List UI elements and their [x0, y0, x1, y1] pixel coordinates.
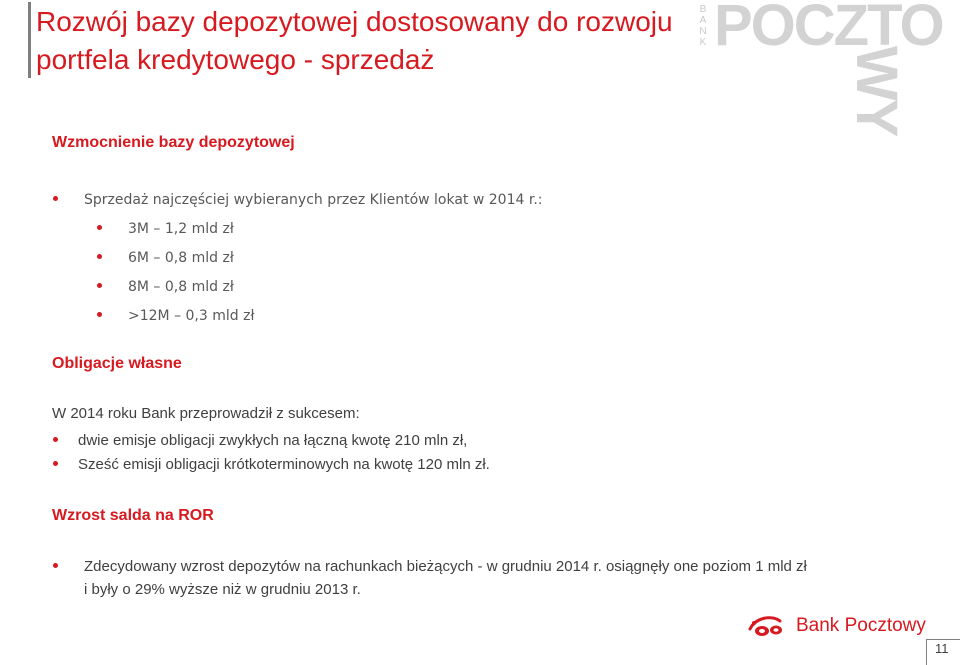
deposit-item: 3M – 1,2 mld zł — [128, 221, 234, 237]
bank-pocztowy-watermark — [696, 0, 960, 140]
bond-item: dwie emisje obligacji zwykłych na łączną kwotę 210 mln zł, — [78, 432, 468, 449]
bullet-icon — [97, 254, 102, 259]
bullet-icon — [53, 196, 58, 201]
bullet-icon — [53, 461, 58, 466]
deposit-item: 8M – 0,8 mld zł — [128, 279, 234, 295]
bonds-intro: W 2014 roku Bank przeprowadził z sukcesem: — [52, 405, 360, 422]
logo-text: Bank Pocztowy — [796, 615, 926, 636]
title-accent-bar — [28, 2, 31, 78]
bullet-icon — [97, 225, 102, 230]
bullet-icon — [53, 563, 58, 568]
deposit-item: 6M – 0,8 mld zł — [128, 250, 234, 266]
logo-mark-icon — [746, 613, 790, 639]
bullet-icon — [53, 437, 58, 442]
deposits-intro: Sprzedaż najczęściej wybieranych przez Klientów lokat w 2014 r.: — [84, 192, 543, 208]
page-title: Rozwój bazy depozytowej dostosowany do rozwoju portfela kredytowego - sprzedaż — [36, 6, 673, 75]
section-heading-bonds: Obligacje własne — [52, 355, 182, 372]
section-heading-ror: Wzrost salda na ROR — [52, 507, 214, 524]
bullet-icon — [97, 283, 102, 288]
bullet-icon — [97, 312, 102, 317]
ror-text-line2: i były o 29% wyższe niż w grudniu 2013 r. — [84, 581, 361, 598]
ror-text-line1: Zdecydowany wzrost depozytów na rachunkach bieżących - w grudniu 2014 r. osiągnęły one poziom 1 mld zł — [84, 558, 807, 575]
deposit-item: >12M – 0,3 mld zł — [128, 308, 255, 324]
section-heading-deposits: Wzmocnienie bazy depozytowej — [52, 134, 295, 151]
watermark-word: POCZTO — [714, 0, 943, 58]
bank-pocztowy-logo — [746, 612, 926, 640]
page-number: 11 — [935, 641, 949, 656]
watermark-word-rotated: WY — [844, 46, 909, 136]
bond-item: Sześć emisji obligacji krótkoterminowych na kwotę 120 mln zł. — [78, 456, 490, 473]
watermark-bank-text: B A N K — [699, 4, 707, 48]
